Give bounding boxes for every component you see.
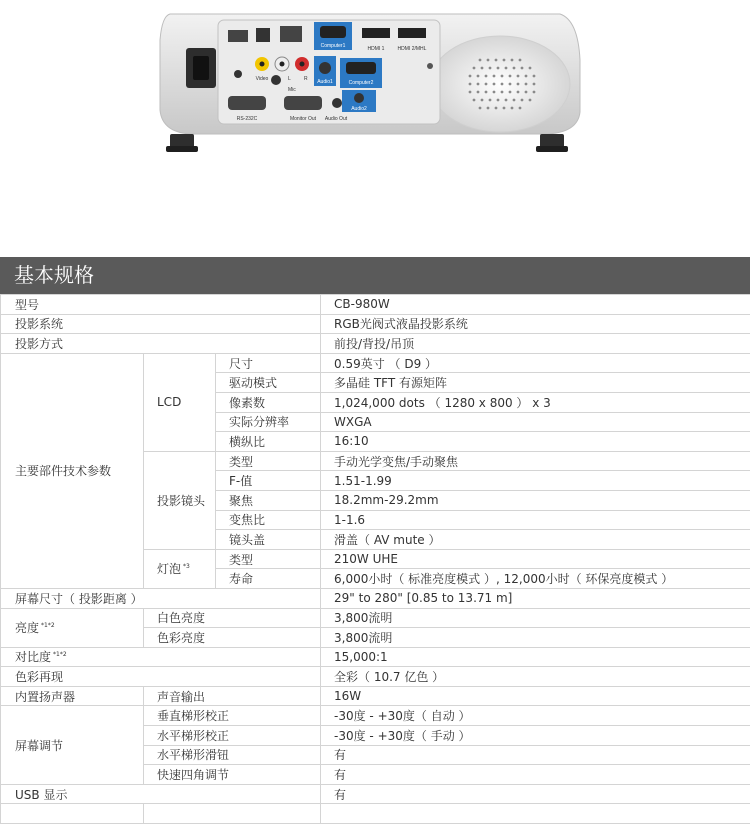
spec-label [1,647,321,667]
port-label-computer2: Computer2 [349,80,374,86]
table-row [1,706,750,726]
spec-value: CB-980W [321,295,750,315]
spec-value: 多晶硅 TFT 有源矩阵 [321,373,750,393]
lamp-label: 灯泡 [157,562,181,576]
spec-subgroup-label: LCD [144,353,216,451]
spec-table [0,294,750,824]
table-row [1,334,750,354]
section-title: 基本规格 [0,257,750,294]
spec-label: 水平梯形滑钮 [144,745,321,765]
spec-label: 型号 [1,295,321,315]
spec-group-label: 内置扬声器 [1,686,144,706]
spec-label: 类型 [216,549,321,569]
footnote-mark: *3 [183,563,190,570]
port-label-mic: Mic [288,87,296,93]
spec-label: USB 显示 [1,784,321,804]
spec-value: 有 [321,765,750,785]
spec-label: 快速四角调节 [144,765,321,785]
spec-value [321,804,750,824]
spec-label: F-值 [216,471,321,491]
spec-label: 水平梯形校正 [144,726,321,746]
port-label-hdmi1: HDMI 1 [368,46,385,52]
spec-label [144,804,321,824]
spec-subgroup-label [144,549,216,588]
spec-label: 驱动模式 [216,373,321,393]
spec-value: 3,800流明 [321,628,750,648]
table-row [1,804,750,824]
table-row [1,686,750,706]
spec-label: 屏幕尺寸（ 投影距离 ） [1,588,321,608]
spec-label: 变焦比 [216,510,321,530]
spec-label: 镜头盖 [216,530,321,550]
spec-value: 6,000小时（ 标准亮度模式 ）, 12,000小时（ 环保亮度模式 ） [321,569,750,589]
table-row [1,353,750,373]
port-label-audio-out: Audio Out [325,116,348,122]
table-row [1,588,750,608]
port-label-computer1: Computer1 [321,43,346,49]
spec-group-label: 主要部件技术参数 [1,353,144,588]
spec-value: 15,000:1 [321,647,750,667]
port-label-audio2: Audio2 [351,106,367,112]
spec-value: WXGA [321,412,750,432]
table-row [1,667,750,687]
spec-group-label [1,608,144,647]
spec-label: 横纵比 [216,432,321,452]
footnote-mark: *1*2 [53,651,67,658]
spec-group-label: 屏幕调节 [1,706,144,784]
spec-value: -30度 - +30度（ 自动 ） [321,706,750,726]
spec-label [1,804,144,824]
contrast-label: 对比度 [15,650,51,664]
spec-value: 3,800流明 [321,608,750,628]
table-row [1,608,750,628]
footnote-mark: *1*2 [41,622,55,629]
spec-label: 色彩再现 [1,667,321,687]
spec-value: 1-1.6 [321,510,750,530]
spec-value: 1,024,000 dots （ 1280 x 800 ） x 3 [321,392,750,412]
port-label-rs232c: RS-232C [237,116,258,122]
spec-value: 16W [321,686,750,706]
spec-label: 投影系统 [1,314,321,334]
spec-label: 像素数 [216,392,321,412]
spec-value: 前投/背投/吊顶 [321,334,750,354]
spec-value: 16:10 [321,432,750,452]
port-label-monitor-out: Monitor Out [290,116,317,122]
spec-label: 垂直梯形校正 [144,706,321,726]
spec-label: 白色亮度 [144,608,321,628]
port-label-audio-r: R [304,76,308,82]
port-label-video: Video [256,76,269,82]
spec-value: 29" to 280" [0.85 to 13.71 m] [321,588,750,608]
table-row [1,647,750,667]
spec-value: -30度 - +30度（ 手动 ） [321,726,750,746]
spec-label: 色彩亮度 [144,628,321,648]
spec-label: 实际分辨率 [216,412,321,432]
spec-value: 有 [321,745,750,765]
table-row [1,314,750,334]
spec-label: 聚焦 [216,490,321,510]
table-row [1,295,750,315]
spec-value: 手动光学变焦/手动聚焦 [321,451,750,471]
spec-label: 投影方式 [1,334,321,354]
projector-rear-panel-image [0,0,750,200]
spec-label: 声音输出 [144,686,321,706]
spec-label: 寿命 [216,569,321,589]
table-row [1,784,750,804]
spec-value: RGB光阀式液晶投影系统 [321,314,750,334]
spec-value: 18.2mm-29.2mm [321,490,750,510]
brightness-label: 亮度 [15,621,39,635]
spec-label: 尺寸 [216,353,321,373]
port-label-hdmi2: HDMI 2/MHL [398,46,427,52]
port-label-audio-l: L [288,76,291,82]
spec-value: 全彩（ 10.7 亿色 ） [321,667,750,687]
spec-value: 有 [321,784,750,804]
spec-value: 210W UHE [321,549,750,569]
spec-value: 滑盖（ AV mute ） [321,530,750,550]
spec-label: 类型 [216,451,321,471]
port-label-audio1: Audio1 [317,79,333,85]
spec-subgroup-label: 投影镜头 [144,451,216,549]
spec-value: 0.59英寸 （ D9 ） [321,353,750,373]
spec-value: 1.51-1.99 [321,471,750,491]
